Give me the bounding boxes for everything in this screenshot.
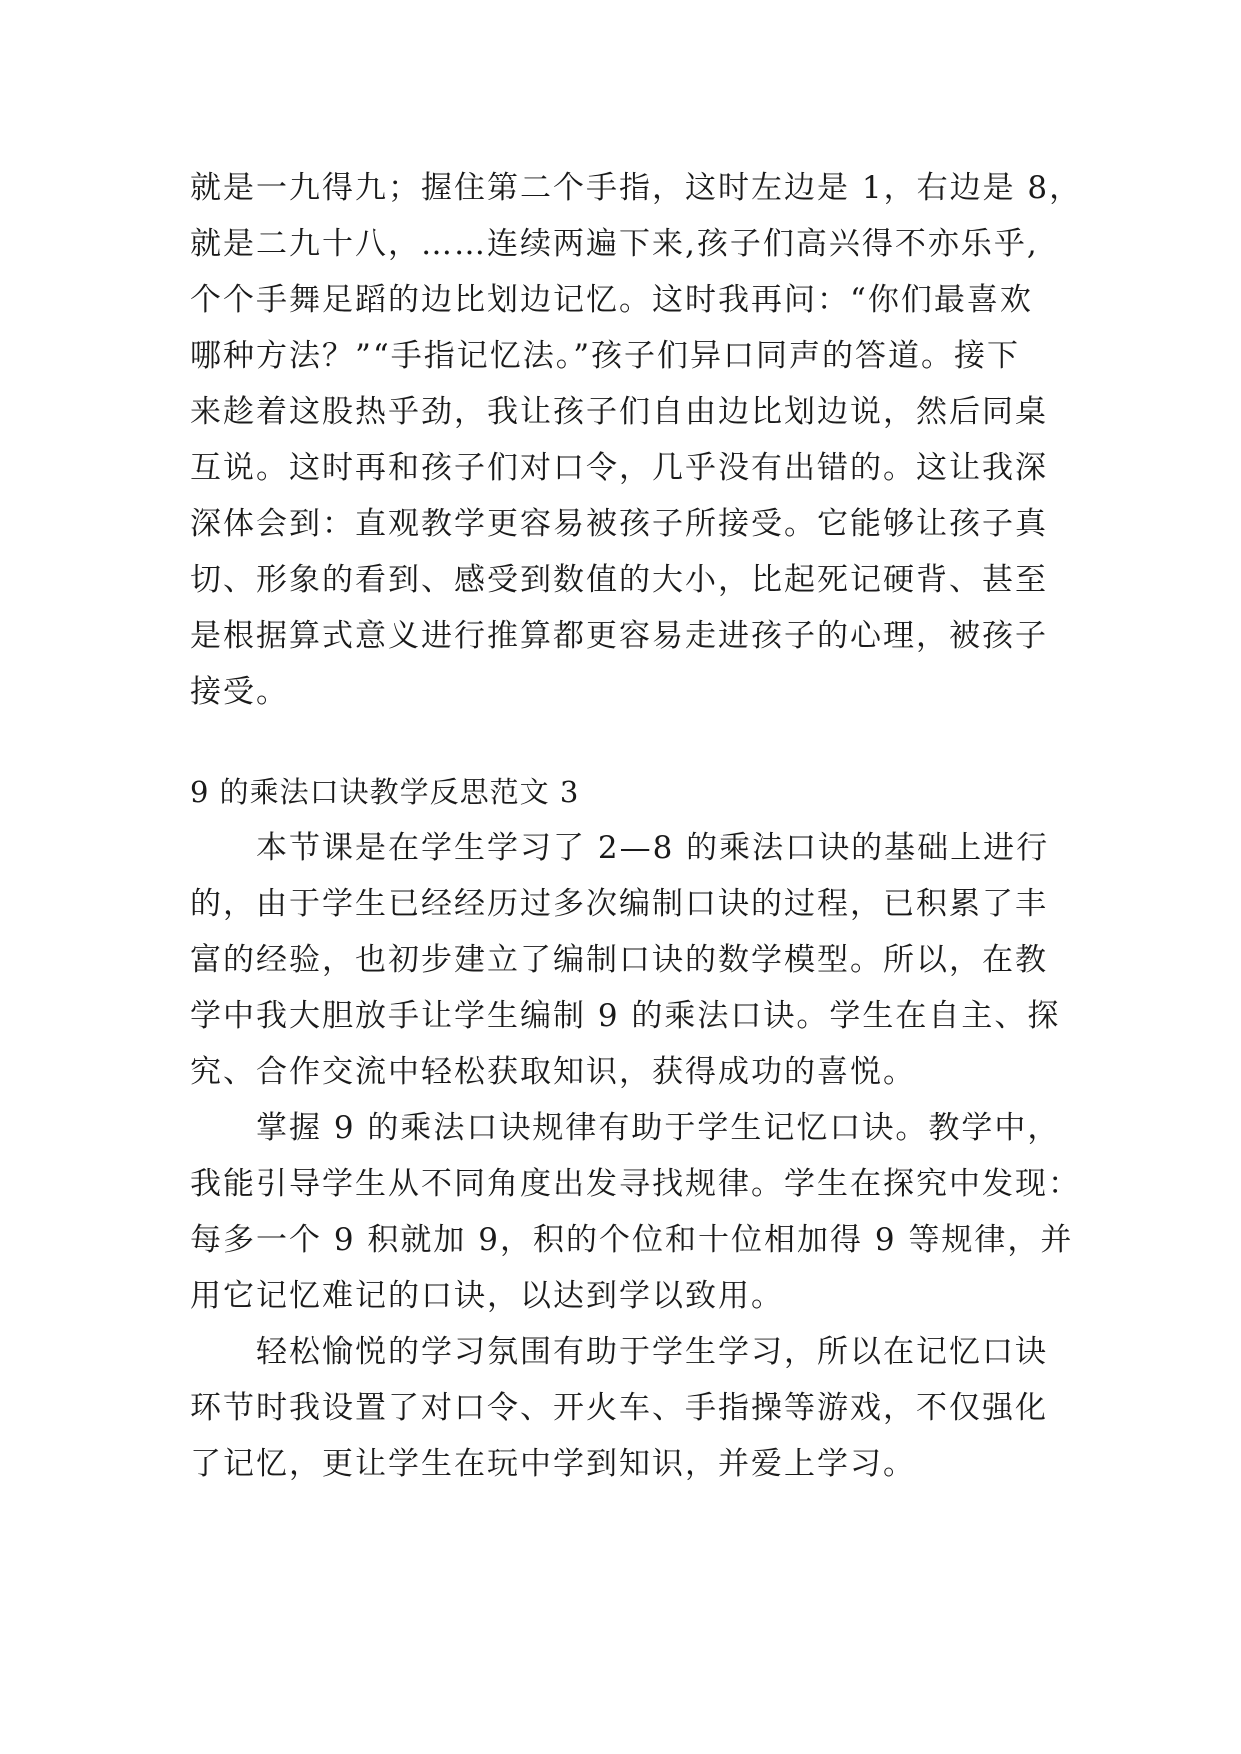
text-line: 互说。这时再和孩子们对口令，几乎没有出错的。这让我深 <box>190 450 1048 486</box>
text-line: 究、合作交流中轻松获取知识，获得成功的喜悦。 <box>190 1054 916 1090</box>
text-line: 就是二九十八，……连续两遍下来,孩子们高兴得不亦乐乎, <box>190 226 1039 262</box>
text-line: 轻松愉悦的学习氛围有助于学生学习，所以在记忆口诀 <box>256 1334 1048 1370</box>
text-line: 深体会到：直观教学更容易被孩子所接受。它能够让孩子真 <box>190 506 1048 542</box>
text-line: 就是一九得九；握住第二个手指，这时左边是 1，右边是 8， <box>190 170 1083 206</box>
text-line: 切、形象的看到、感受到数值的大小，比起死记硬背、甚至 <box>190 562 1048 598</box>
text-line: 本节课是在学生学习了 2—8 的乘法口诀的基础上进行 <box>256 830 1050 866</box>
text-line: 了记忆，更让学生在玩中学到知识，并爱上学习。 <box>190 1446 916 1482</box>
text-line: 来趁着这股热乎劲，我让孩子们自由边比划边说，然后同桌 <box>190 394 1048 430</box>
text-line: 学中我大胆放手让学生编制 9 的乘法口诀。学生在自主、探 <box>190 998 1061 1034</box>
text-line: 哪种方法？”“手指记忆法。”孩子们异口同声的答道。接下 <box>190 338 1021 374</box>
text-line: 用它记忆难记的口诀，以达到学以致用。 <box>190 1278 784 1314</box>
text-line: 个个手舞足蹈的边比划边记忆。这时我再问：“你们最喜欢 <box>190 282 1033 318</box>
text-line: 接受。 <box>190 674 289 710</box>
text-line: 每多一个 9 积就加 9，积的个位和十位相加得 9 等规律，并 <box>190 1222 1074 1258</box>
text-line: 我能引导学生从不同角度出发寻找规律。学生在探究中发现： <box>190 1166 1081 1202</box>
text-line: 富的经验，也初步建立了编制口诀的数学模型。所以，在教 <box>190 942 1048 978</box>
text-line: 环节时我设置了对口令、开火车、手指操等游戏，不仅强化 <box>190 1390 1048 1426</box>
text-line: 的，由于学生已经经历过多次编制口诀的过程，已积累了丰 <box>190 886 1048 922</box>
section-title: 9 的乘法口诀教学反思范文 3 <box>190 775 580 809</box>
text-line: 掌握 9 的乘法口诀规律有助于学生记忆口诀。教学中， <box>256 1110 1061 1146</box>
text-line: 是根据算式意义进行推算都更容易走进孩子的心理，被孩子 <box>190 618 1048 654</box>
